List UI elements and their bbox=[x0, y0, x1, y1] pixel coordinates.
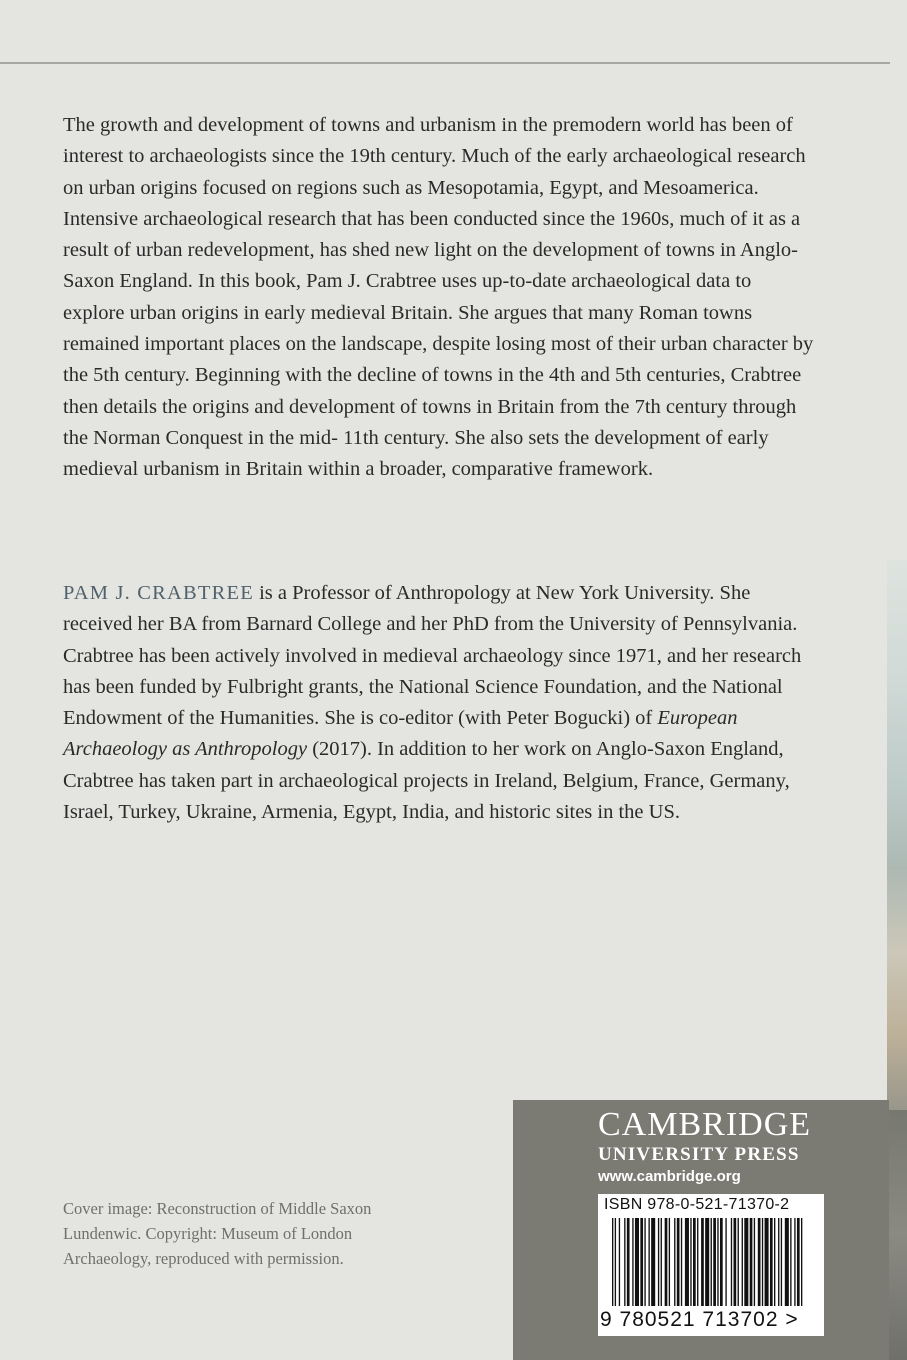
barcode-bar bbox=[785, 1218, 789, 1306]
barcode-bar bbox=[665, 1218, 668, 1306]
barcode-bar bbox=[661, 1218, 662, 1306]
barcode-bar bbox=[781, 1218, 782, 1306]
barcode-bar bbox=[658, 1218, 659, 1306]
barcode-bar bbox=[790, 1218, 791, 1306]
isbn-label: ISBN 978-0-521-71370-2 bbox=[604, 1196, 790, 1213]
barcode-bar bbox=[651, 1218, 655, 1306]
barcode-bar bbox=[648, 1218, 649, 1306]
barcode-bar bbox=[627, 1218, 630, 1306]
barcode-bar bbox=[690, 1218, 691, 1306]
publisher-subtitle: UNIVERSITY PRESS bbox=[598, 1144, 800, 1165]
isbn-barcode bbox=[598, 1194, 824, 1336]
barcode-bar bbox=[632, 1218, 633, 1306]
publisher-name: CAMBRIDGE bbox=[598, 1106, 812, 1143]
barcode-bar bbox=[754, 1218, 755, 1306]
barcode-bar bbox=[701, 1218, 704, 1306]
barcode-bar bbox=[685, 1218, 689, 1306]
book-title: European Archaeology as Anthropology bbox=[63, 707, 738, 761]
barcode-bar bbox=[624, 1218, 625, 1306]
barcode-bar bbox=[681, 1218, 682, 1306]
barcode-bar bbox=[640, 1218, 643, 1306]
barcode-bar bbox=[758, 1218, 761, 1306]
barcode-bar bbox=[778, 1218, 779, 1306]
cover-image-edge-lower bbox=[889, 1110, 907, 1360]
barcode-digits: 9 780521 713702 > bbox=[600, 1308, 799, 1331]
book-description: The growth and development of towns and urbanism in the premodern world has been of interest to archaeologists since the 19th century. Much of the early archaeological research on urban origins focused on regions such as Mesopotamia, Egypt, and Mesoamerica. Intensive archaeological research that has been conducted since the 1960s, much of it as a result of urban redevelopment, has shed new light on the development of towns in Anglo- Saxon England. In this book, Pam J. Crabtree uses up-to-date archaeological data to explore urban origins in early medieval Britain. She argues that many Roman towns remained important places on the landscape, despite losing most of their urban character by the 5th century. Beginning with the decline of towns in the 4th and 5th centuries, Crabtree then details the origins and development of towns in Britain from the 7th century through the Norman Conquest in the mid- 11th century. She also sets the development of early medieval urbanism in Britain within a broader, comparative framework. bbox=[63, 114, 814, 481]
barcode-bar bbox=[713, 1218, 716, 1306]
author-bio bbox=[63, 578, 815, 828]
barcode-bar bbox=[762, 1218, 763, 1306]
barcode-bar bbox=[644, 1218, 645, 1306]
barcode-bar bbox=[774, 1218, 775, 1306]
top-divider bbox=[0, 62, 890, 64]
barcode-bar bbox=[731, 1218, 732, 1306]
barcode-bar bbox=[612, 1218, 613, 1306]
barcode-bar bbox=[720, 1218, 723, 1306]
barcode-bar bbox=[750, 1218, 753, 1306]
barcode-bar bbox=[619, 1218, 620, 1306]
barcode-bar bbox=[742, 1218, 743, 1306]
publisher-block bbox=[513, 1100, 889, 1360]
author-name: PAM J. CRABTREE bbox=[63, 582, 254, 604]
barcode-bar bbox=[765, 1218, 769, 1306]
barcode-bar bbox=[797, 1218, 800, 1306]
barcode-bar bbox=[677, 1218, 680, 1306]
publisher-url[interactable]: www.cambridge.org bbox=[598, 1168, 741, 1185]
cover-image-edge bbox=[887, 560, 907, 1120]
barcode-bar bbox=[717, 1218, 718, 1306]
barcode-bar bbox=[738, 1218, 739, 1306]
barcode-bar bbox=[705, 1218, 709, 1306]
author-bio-part2: (2017). In addition to her work on Anglo-Saxon England, Crabtree has taken part in archaeological projects in Ireland, Belgium, France, Germany, Israel, Turkey, Ukraine, Armenia, Egypt, India, and historic sites in the US. bbox=[63, 738, 790, 824]
barcode-bar bbox=[635, 1218, 639, 1306]
cover-image-credit: Cover image: Reconstruction of Middle Saxon Lundenwic. Copyright: Museum of London Archaeology, reproduced with permission. bbox=[63, 1199, 372, 1268]
barcode-bar bbox=[697, 1218, 698, 1306]
barcode-bar bbox=[711, 1218, 712, 1306]
barcode-bar bbox=[770, 1218, 773, 1306]
barcode-bar bbox=[794, 1218, 795, 1306]
barcode-bar bbox=[734, 1218, 737, 1306]
barcode-bar bbox=[669, 1218, 670, 1306]
barcode-bar bbox=[725, 1218, 726, 1306]
barcode-bar bbox=[801, 1218, 802, 1306]
barcode-bar bbox=[615, 1218, 616, 1306]
barcode-bar bbox=[674, 1218, 675, 1306]
barcode-bar bbox=[693, 1218, 696, 1306]
barcode-bar bbox=[744, 1218, 748, 1306]
author-bio-part1: is a Professor of Anthropology at New York University. She received her BA from Barnard College and her PhD from the University of Pennsylvania. Crabtree has been actively involved in medieval archaeology since 1971, and her research has been funded by Fulbright grants, the National Science Foundation, and the National Endowment of the Humanities. She is co-editor (with Peter Bogucki) of bbox=[63, 582, 802, 730]
